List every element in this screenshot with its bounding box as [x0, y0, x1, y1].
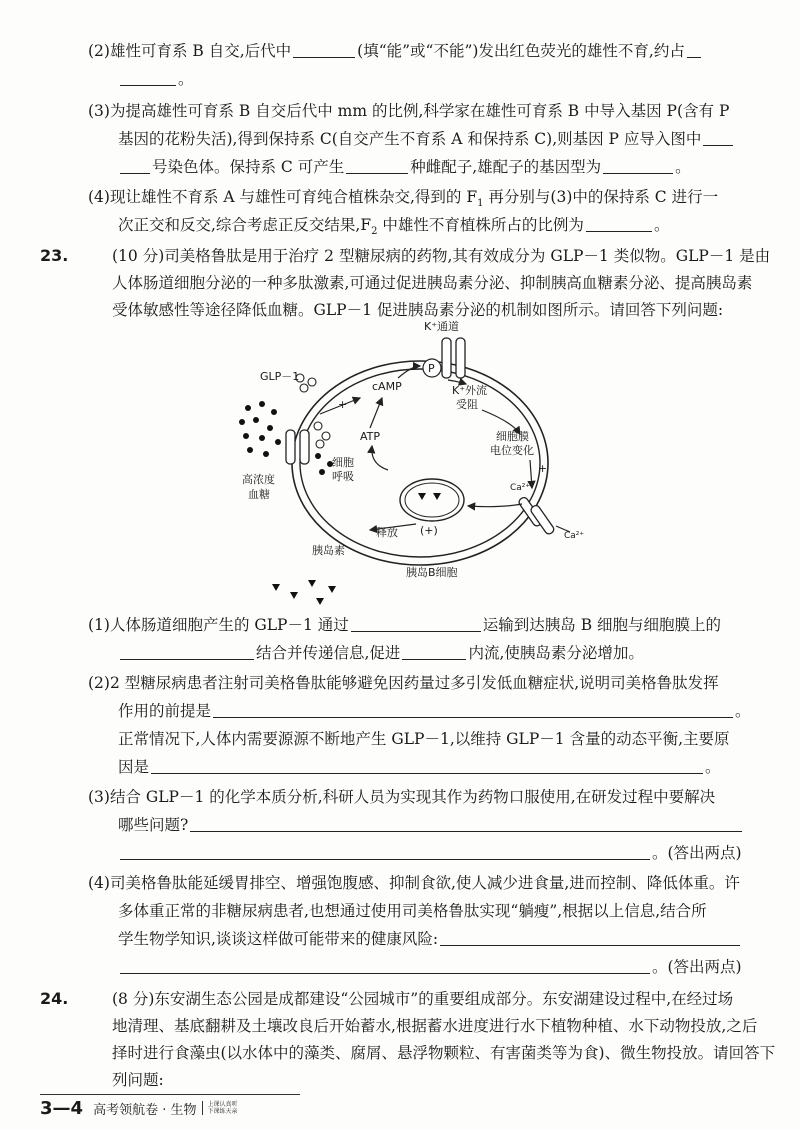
answer-blank[interactable]: [213, 701, 733, 718]
beta-cell-diagram: [220, 318, 620, 608]
answer-blank[interactable]: [120, 843, 650, 860]
plus-circle-label: (+): [420, 524, 438, 537]
p-label: P: [428, 362, 435, 375]
q22-part4-line1: (4)现让雄性不育系 A 与雄性可育纯合植株杂交,得到的 $F_1$ 再分别与(3)中的保持系 C 进行一: [88, 188, 719, 210]
q23-part1-line2: 结合并传递信息,促进 内流,使胰岛素分泌增加。: [118, 642, 644, 664]
answer-blank[interactable]: [586, 215, 652, 232]
answer-blank[interactable]: [440, 929, 740, 946]
answer-blank[interactable]: [190, 815, 742, 832]
membrane-label-1: 细胞膜: [496, 430, 529, 443]
answer-blank[interactable]: [120, 157, 150, 174]
glucose-label-1: 高浓度: [242, 473, 275, 486]
q23-part2-line3: 正常情况下,人体内需要源源不断地产生 GLP－1,以维持 GLP－1 含量的动态平衡,主要原: [118, 730, 730, 748]
insulin-vesicle: [400, 479, 464, 521]
q22-part3-line3: 号染色体。保持系 C 可产生 种雌配子,雄配子的基因型为 。: [118, 156, 691, 178]
q23-part3-line1: (3)结合 GLP－1 的化学本质分析,科研人员为实现其作为药物口服使用,在研发过程中要解决: [88, 788, 716, 806]
respiration-label-1: 细胞: [332, 456, 354, 469]
answer-blank[interactable]: [351, 615, 481, 632]
k-outflow-label-1: K⁺外流: [452, 384, 488, 397]
ca-channel-icon: [518, 496, 556, 535]
q23-intro-line3: 受体敏感性等途径降低血糖。GLP－1 促进胰岛素分泌的机制如图所示。请回答下列问题:: [112, 301, 724, 319]
q23-part2-line2: 作用的前提是 。: [118, 702, 751, 720]
q23-part3-line3: 。(答出两点): [118, 842, 742, 864]
respiration-label-2: 呼吸: [332, 470, 354, 483]
page-number: 3—4: [40, 1097, 84, 1119]
release-label: 释放: [376, 526, 398, 539]
q23-part3-line2: 哪些问题?: [118, 814, 744, 836]
q23-part2-line1: (2)2 型糖尿病患者注射司美格鲁肽能够避免因药量过多引发低血糖症状,说明司美格鲁肽发挥: [88, 674, 719, 692]
answer-blank[interactable]: [120, 957, 650, 974]
answer-blank[interactable]: [120, 643, 254, 660]
glucose-label-2: 血糖: [248, 488, 270, 501]
q22-part2-line2: 。: [118, 68, 194, 90]
beta-cell-label: 胰岛B细胞: [406, 566, 458, 579]
q22-part3-line1: (3)为提高雄性可育系 B 自交后代中 mm 的比例,科学家在雄性可育系 B 中导入基因 P(含有 P: [88, 102, 730, 120]
insulin-granule: [418, 493, 426, 500]
footer-rule: [40, 1094, 300, 1095]
q22-part4-line2: 次正交和反交,综合考虑正反交结果$,F_2$ 中雄性不育植株所占的比例为 。: [118, 216, 670, 238]
q23-part4-line3: 学生物学知识,谈谈这样做可能带来的健康风险:: [118, 928, 742, 950]
q23-part4-line2: 多体重正常的非糖尿病患者,也想通过使用司美格鲁肽实现“躺瘦”,根据以上信息,结合所: [118, 902, 707, 920]
membrane-label-2: 电位变化: [490, 444, 534, 457]
q22-part3-line2: 基因的花粉失活),得到保持系 C(自交产生不育系 A 和保持系 C),则基因 P 应导入图中: [118, 128, 735, 150]
k-outflow-label-2: 受阻: [456, 398, 478, 411]
glp1-label: GLP－1: [260, 370, 300, 383]
insulin-label: 胰岛素: [312, 544, 345, 557]
answer-blank[interactable]: [703, 129, 733, 146]
q24-line1: (8 分)东安湖生态公园是成都建设“公园城市”的重要组成部分。东安湖建设过程中,在经过场: [112, 990, 734, 1008]
answer-blank[interactable]: [346, 157, 408, 174]
answer-blank[interactable]: [151, 757, 703, 774]
answer-blank[interactable]: [120, 69, 176, 86]
answer-blank[interactable]: [402, 643, 466, 660]
q24-line3: 择时进行食藻虫(以水体中的藻类、腐屑、悬浮物颗粒、有害菌类等为食)、微生物投放。请回答下: [112, 1044, 776, 1062]
answer-blank[interactable]: [293, 41, 355, 58]
camp-label: cAMP: [372, 380, 402, 393]
k-channel-label: K⁺通道: [424, 320, 460, 333]
q24-line4: 列问题:: [112, 1071, 164, 1089]
q24-number: 24.: [40, 989, 69, 1008]
q23-intro-line1: (10 分)司美格鲁肽是用于治疗 2 型糖尿病的药物,其有效成分为 GLP－1 类似物。GLP－1 是由: [112, 247, 771, 265]
atp-label: ATP: [360, 430, 381, 443]
ca-in-label: Ca²⁺: [510, 483, 531, 493]
plus-label-1: +: [338, 398, 348, 411]
released-insulin: [272, 580, 336, 605]
footer-title: 高考领航卷 · 生物: [93, 1102, 197, 1118]
answer-blank[interactable]: [687, 41, 701, 58]
insulin-granule: [433, 493, 441, 500]
answer-blank[interactable]: [603, 157, 673, 174]
q23-number: 23.: [40, 246, 69, 265]
page-footer: [40, 1096, 237, 1120]
q23-intro-line2: 人体肠道细胞分泌的一种多肽激素,可通过促进胰岛素分泌、抑制胰高血糖素分泌、提高胰岛素: [112, 274, 753, 292]
ca-out-label: Ca²⁺: [564, 531, 585, 541]
q23-part4-line1: (4)司美格鲁肽能延缓胃排空、增强饱腹感、抑制食欲,使人减少进食量,进而控制、降低体重。许: [88, 874, 740, 892]
q23-part1-line1: (1)人体肠道细胞产生的 GLP－1 通过 运输到达胰岛 B 细胞与细胞膜上的: [88, 616, 722, 634]
footer-slogan: 上课认真听 下课练天亲: [202, 1101, 237, 1115]
q22-part2-line1: (2)雄性可育系 B 自交,后代中 (填“能”或“不能”)发出红色荧光的雄性不育,约占: [88, 40, 703, 62]
q23-part2-line4: 因是 。: [118, 758, 721, 776]
plus-label-2: +: [538, 462, 548, 475]
insulin-vesicle-inner: [405, 483, 459, 517]
q23-part4-line4: 。(答出两点): [118, 956, 742, 978]
k-channel-icon: [442, 338, 465, 378]
q24-line2: 地清理、基底翻耕及土壤改良后开始蓄水,根据蓄水进度进行水下植物种植、水下动物投放,之后: [112, 1017, 758, 1035]
